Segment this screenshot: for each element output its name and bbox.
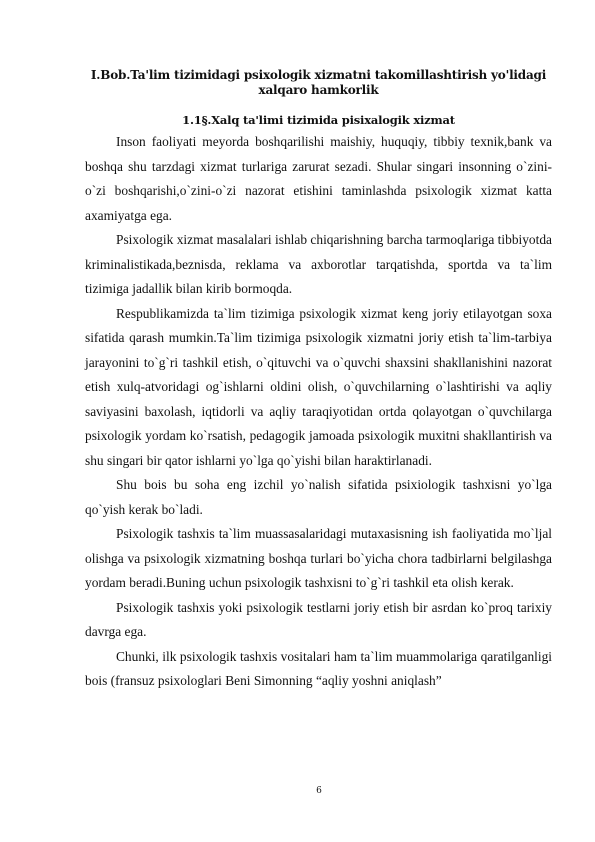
paragraph: Inson faoliyati meyorda boshqarilishi maishiy, huquqiy, tibbiy texnik,bank va boshqa shu tarzdagi xizmat turlariga zarurat sezadi. Shular singari insonning o`zini-o`zi boshqarishi,o`zini-o`zi nazorat etishini taminlashda psixologik xizmat katta axamiyatga ega. <box>85 134 552 223</box>
paragraph: Respublikamizda ta`lim tizimiga psixologik xizmat keng joriy etilayotgan soxa sifatida qarash mumkin.Ta`lim tizimiga psixologik xizmatni joriy etish ta`lim-tarbiya jarayonini to`g`ri tashkil etish, o`qituvchi va o`quvchi shaxsini shakllanishini nazorat etish xulq-atvoridagi og`ishlarni oldini olish, o`quvchilarning o`lashtirishi va aqliy saviyasini baxolash, iqtidorli va aqliy taraqiyotidan ortda qolayotgan o`quvchilarga psixologik yordam ko`rsatish, pedagogik jamoada psixologik muxitni shakllantirish va shu singari bir qator ishlarni yo`lga qo`yishi bilan haraktirlanadi. <box>85 305 552 468</box>
chapter-title: I.Bob.Ta'lim tizimidagi psixologik xizmatni takomillashtirish yo'lidagi xalqaro hamkorlik <box>90 68 547 97</box>
body-text <box>85 130 552 694</box>
paragraph: Shu bois bu soha eng izchil yo`nalish sifatida psixiologik tashxisni yo`lga qo`yish kerak bo`ladi. <box>85 477 552 517</box>
paragraph: Psixologik tashxis yoki psixologik testlarni joriy etish bir asrdan ko`proq tarixiy davrga ega. <box>85 599 552 639</box>
paragraph: Psixologik xizmat masalalari ishlab chiqarishning barcha tarmoqlariga tibbiyotda kriminalistikada,beznisda, reklama va axborotlar tarqatishda, sportda va ta`lim tizimiga jadallik bilan kirib bormoqda. <box>85 232 552 296</box>
page-number: 6 <box>316 786 322 796</box>
section-title: 1.1§.Xalq ta'limi tizimida pisixalogik xizmat <box>182 113 455 127</box>
paragraph: Chunki, ilk psixologik tashxis vositalari ham ta`lim muammolariga qaratilganligi bois (fransuz psixologlari Beni Simonning “aqliy yoshni aniqlash” <box>85 648 552 688</box>
paragraph: Psixologik tashxis ta`lim muassasalaridagi mutaxasisning ish faoliyatida mo`ljal olishga va psixologik xizmatning boshqa turlari bo`yicha chora tadbirlarni belgilashga yordam beradi.Buning uchun psixologik tashxisni to`g`ri tashkil eta olish kerak. <box>85 526 552 590</box>
